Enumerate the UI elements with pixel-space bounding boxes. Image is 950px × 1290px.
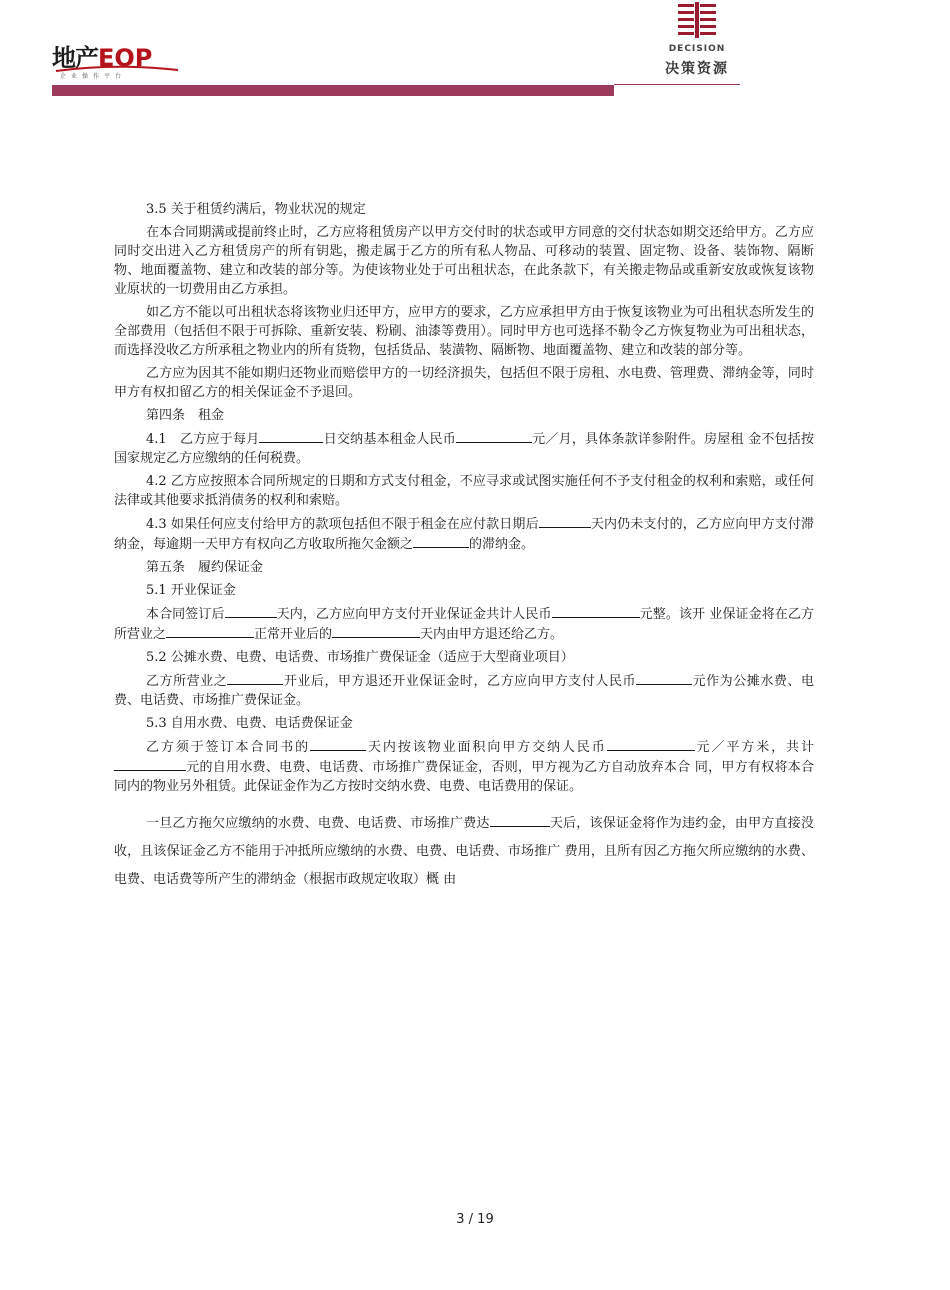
decision-logo-en: DECISION: [668, 44, 726, 54]
blank-field: [539, 514, 591, 528]
paragraph: 乙方应为因其不能如期归还物业而赔偿甲方的一切经济损失，包括但不限于房租、水电费、管理费、滞纳金等，同时甲方有权扣留乙方的相关保证金不予退回。: [114, 366, 814, 400]
clause-4-2: 4.2 乙方应按照本合同所规定的日期和方式支付租金，不应寻求或试图实施任何不予支付租金的权利和索赔，或任何法律或其他要求抵消债务的权利和索赔。: [114, 474, 814, 508]
blank-field: [166, 624, 254, 638]
blank-field: [490, 813, 550, 827]
subheading-5-1: 5.1 开业保证金: [146, 583, 236, 598]
decision-logo-cn: 决策资源: [665, 61, 729, 77]
blank-field: [552, 604, 640, 618]
logo-wordmark: 地产EOP: [52, 44, 153, 72]
clause-5-3: 乙方须于签订本合同书的 天内按该物业面积向甲方交纳人民币 元／平方米，共计元的自用水费、电费、电话费、市场推广费保证金，否则，甲方视为乙方自动放弃本合 同，甲方有权将本合同内的物业另外租赁。此保证金作为乙方按时交纳水费、电费、电话费用的保证。: [114, 737, 814, 796]
paragraph: 如乙方不能以可出租状态将该物业归还甲方，应甲方的要求，乙方应承担甲方由于恢复该物业为可出租状态所发生的全部费用（包括但不限于可拆除、重新安装、粉刷、油漆等费用）。同时甲方也可选择不勒令乙方恢复物业为可出租状态，而选择没收乙方所承租之物业内的所有货物，包括货品、装潢物、隔断物、地面覆盖物、建立和改装的部分等。: [114, 305, 814, 358]
blank-field: [114, 757, 186, 771]
clause-5-1: 本合同签订后 天内，乙方应向甲方支付开业保证金共计人民币 元整。该开 业保证金将在乙方所营业之 正常开业后的 天内由甲方退还给乙方。: [114, 604, 814, 644]
blank-field: [259, 429, 323, 443]
article-heading-5: 第五条 履约保证金: [146, 560, 264, 575]
blank-field: [225, 604, 277, 618]
subheading-5-2: 5.2 公摊水费、电费、电话费、市场推广费保证金（适应于大型商业项目）: [146, 650, 574, 665]
article-heading-4: 第四条 租金: [146, 408, 225, 423]
page-header: [0, 0, 950, 100]
subheading-5-3: 5.3 自用水费、电费、电话费保证金: [146, 716, 353, 731]
blank-field: [636, 671, 692, 685]
blank-field: [227, 671, 283, 685]
dichan-eop-logo: [52, 38, 182, 83]
paragraph: 在本合同期满或提前终止时，乙方应将租赁房产以甲方交付时的状态或甲方同意的交付状态如期交还给甲方。乙方应同时交出进入乙方租赁房产的所有钥匙，搬走属于乙方的所有私人物品、可移动的装置、固定物、设备、装饰物、隔断物、地面覆盖物、建立和改装的部分等。为使该物业处于可出租状态，在此条款下，有关搬走物品或重新安放或恢复该物业原状的一切费用由乙方承担。: [114, 225, 814, 297]
header-rule-thick: [52, 85, 614, 96]
document-body: [114, 200, 814, 898]
clause-4-1: 4.1 乙方应于每月 日交纳基本租金人民币 元／月，具体条款详参附件。房屋租 金不包括按国家规定乙方应缴纳的任何税费。: [114, 429, 814, 468]
blank-field: [332, 624, 420, 638]
section-heading-3-5: 3.5 关于租赁约满后，物业状况的规定: [146, 202, 366, 217]
blank-field: [310, 737, 366, 751]
decision-bars-icon: [678, 2, 716, 42]
blank-field: [456, 429, 532, 443]
clause-final: 一旦乙方拖欠应缴纳的水费、电费、电话费、市场推广费达 天后，该保证金将作为违约金，由甲方直接没收，且该保证金乙方不能用于冲抵所应缴纳的水费、电费、电话费、市场推广 费用，且所有因乙方拖欠所应缴纳的水费、电费、电话费等所产生的滞纳金（根据市政规定收取）概 由: [114, 810, 814, 894]
page-number: 3 / 19: [456, 1212, 494, 1227]
clause-4-3: 4.3 如果任何应支付给甲方的款项包括但不限于租金在应付款日期后 天内仍未支付的，乙方应向甲方支付滞纳金，每逾期一天甲方有权向乙方收取所拖欠金额之 的滞纳金。: [114, 514, 814, 554]
blank-field: [413, 534, 469, 548]
clause-5-2: 乙方所营业之 开业后，甲方退还开业保证金时，乙方应向甲方支付人民币 元作为公摊水费、电费、电话费、市场推广费保证金。: [114, 671, 814, 710]
logo-tagline: 企业操作平台: [60, 73, 127, 80]
decision-logo: [664, 2, 730, 86]
header-rule-thin: [614, 84, 740, 85]
blank-field: [607, 737, 695, 751]
